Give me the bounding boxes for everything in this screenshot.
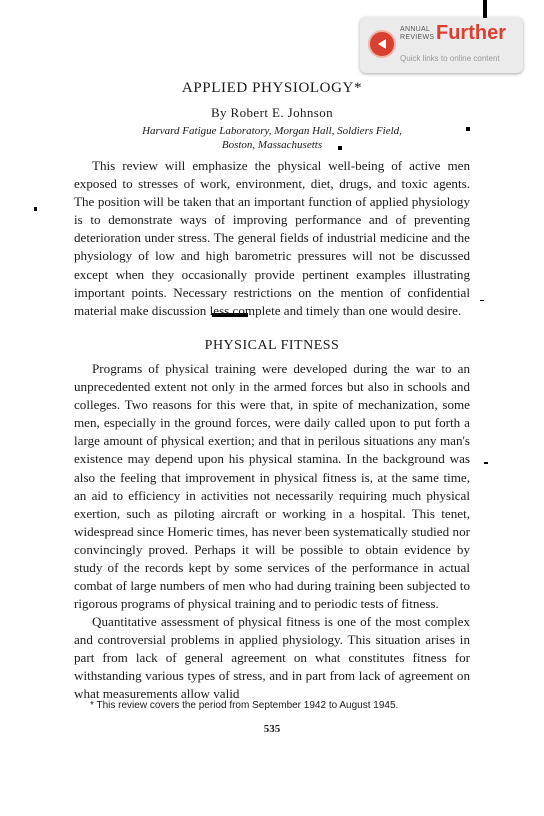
page-number: 535 (263, 723, 281, 735)
affiliation-line-2: Boston, Massachusetts (221, 139, 323, 151)
quick-links-label[interactable]: Quick links to online content (400, 54, 500, 63)
logo-line-annual: ANNUAL (400, 26, 431, 33)
logo-line-reviews: REVIEWS (400, 34, 435, 41)
body-paragraph-1: Programs of physical training were developed during the war to an unprecedented extent not only in the armed forces but also in schools and colleges. Two reasons for this were that, in spite of mechanization, some men, especially in the ground forces, were daily called upon to put forth a large amount of physical exertion; and that in perilous situations any man's existence may depend upon his physical stamina. In the background was also the feeling that improvement in physical fitness is, at the same time, an aid to efficiency in activities not necessarily requiring much physical exertion, such as piloting aircraft or working in a hospital. This tenet, widespread since Homeric times, has never been systematically studied nor convincingly proved. Perhaps it will be possible to obtain evidence by study of the records kept by some services of the performance in actual combat of large numbers of men who had during training been subjected to rigorous programs of physical training and to periodic tests of fitness. (74, 361, 470, 612)
affiliation-line-1: Harvard Fatigue Laboratory, Morgan Hall, Soldiers Field, (142, 125, 402, 137)
further-label[interactable]: Further (436, 22, 506, 44)
scan-mark (484, 462, 488, 464)
footnote: * This review covers the period from September 1942 to August 1945. (90, 700, 399, 711)
scan-mark (34, 207, 37, 211)
intro-paragraph: This review will emphasize the physical well-being of active men exposed to stresses of work, environment, diet, drugs, and toxic agents. The position will be taken that an important function of applied physiology is to demonstrate ways of improving performance and of preventing deterioration under stress. The general fields of industrial medicine and the physiology of low and high barometric pressures will not be discussed except when they occasionally provide pertinent examples illustrating important points. Necessary restrictions on the mention of confidential material make discussion less complete and timely than one would desire. (74, 158, 470, 318)
body-paragraph-2: Quantitative assessment of physical fitness is one of the most complex and controversial problems in applied physiology. This situation arises in part from lack of general agreement on what constitutes fitness for withstanding various types of stress, and in part from lack of agreement on what measurements allow valid (74, 614, 470, 702)
scan-mark (483, 0, 487, 18)
further-banner[interactable] (360, 17, 523, 73)
article-title: APPLIED PHYSIOLOGY* (181, 80, 363, 96)
annual-reviews-logo (400, 26, 434, 42)
back-arrow-icon[interactable] (368, 30, 396, 58)
scan-mark (480, 300, 484, 301)
author-affiliation (0, 124, 544, 152)
section-heading: PHYSICAL FITNESS (204, 338, 340, 353)
article-author: By Robert E. Johnson (210, 105, 334, 120)
